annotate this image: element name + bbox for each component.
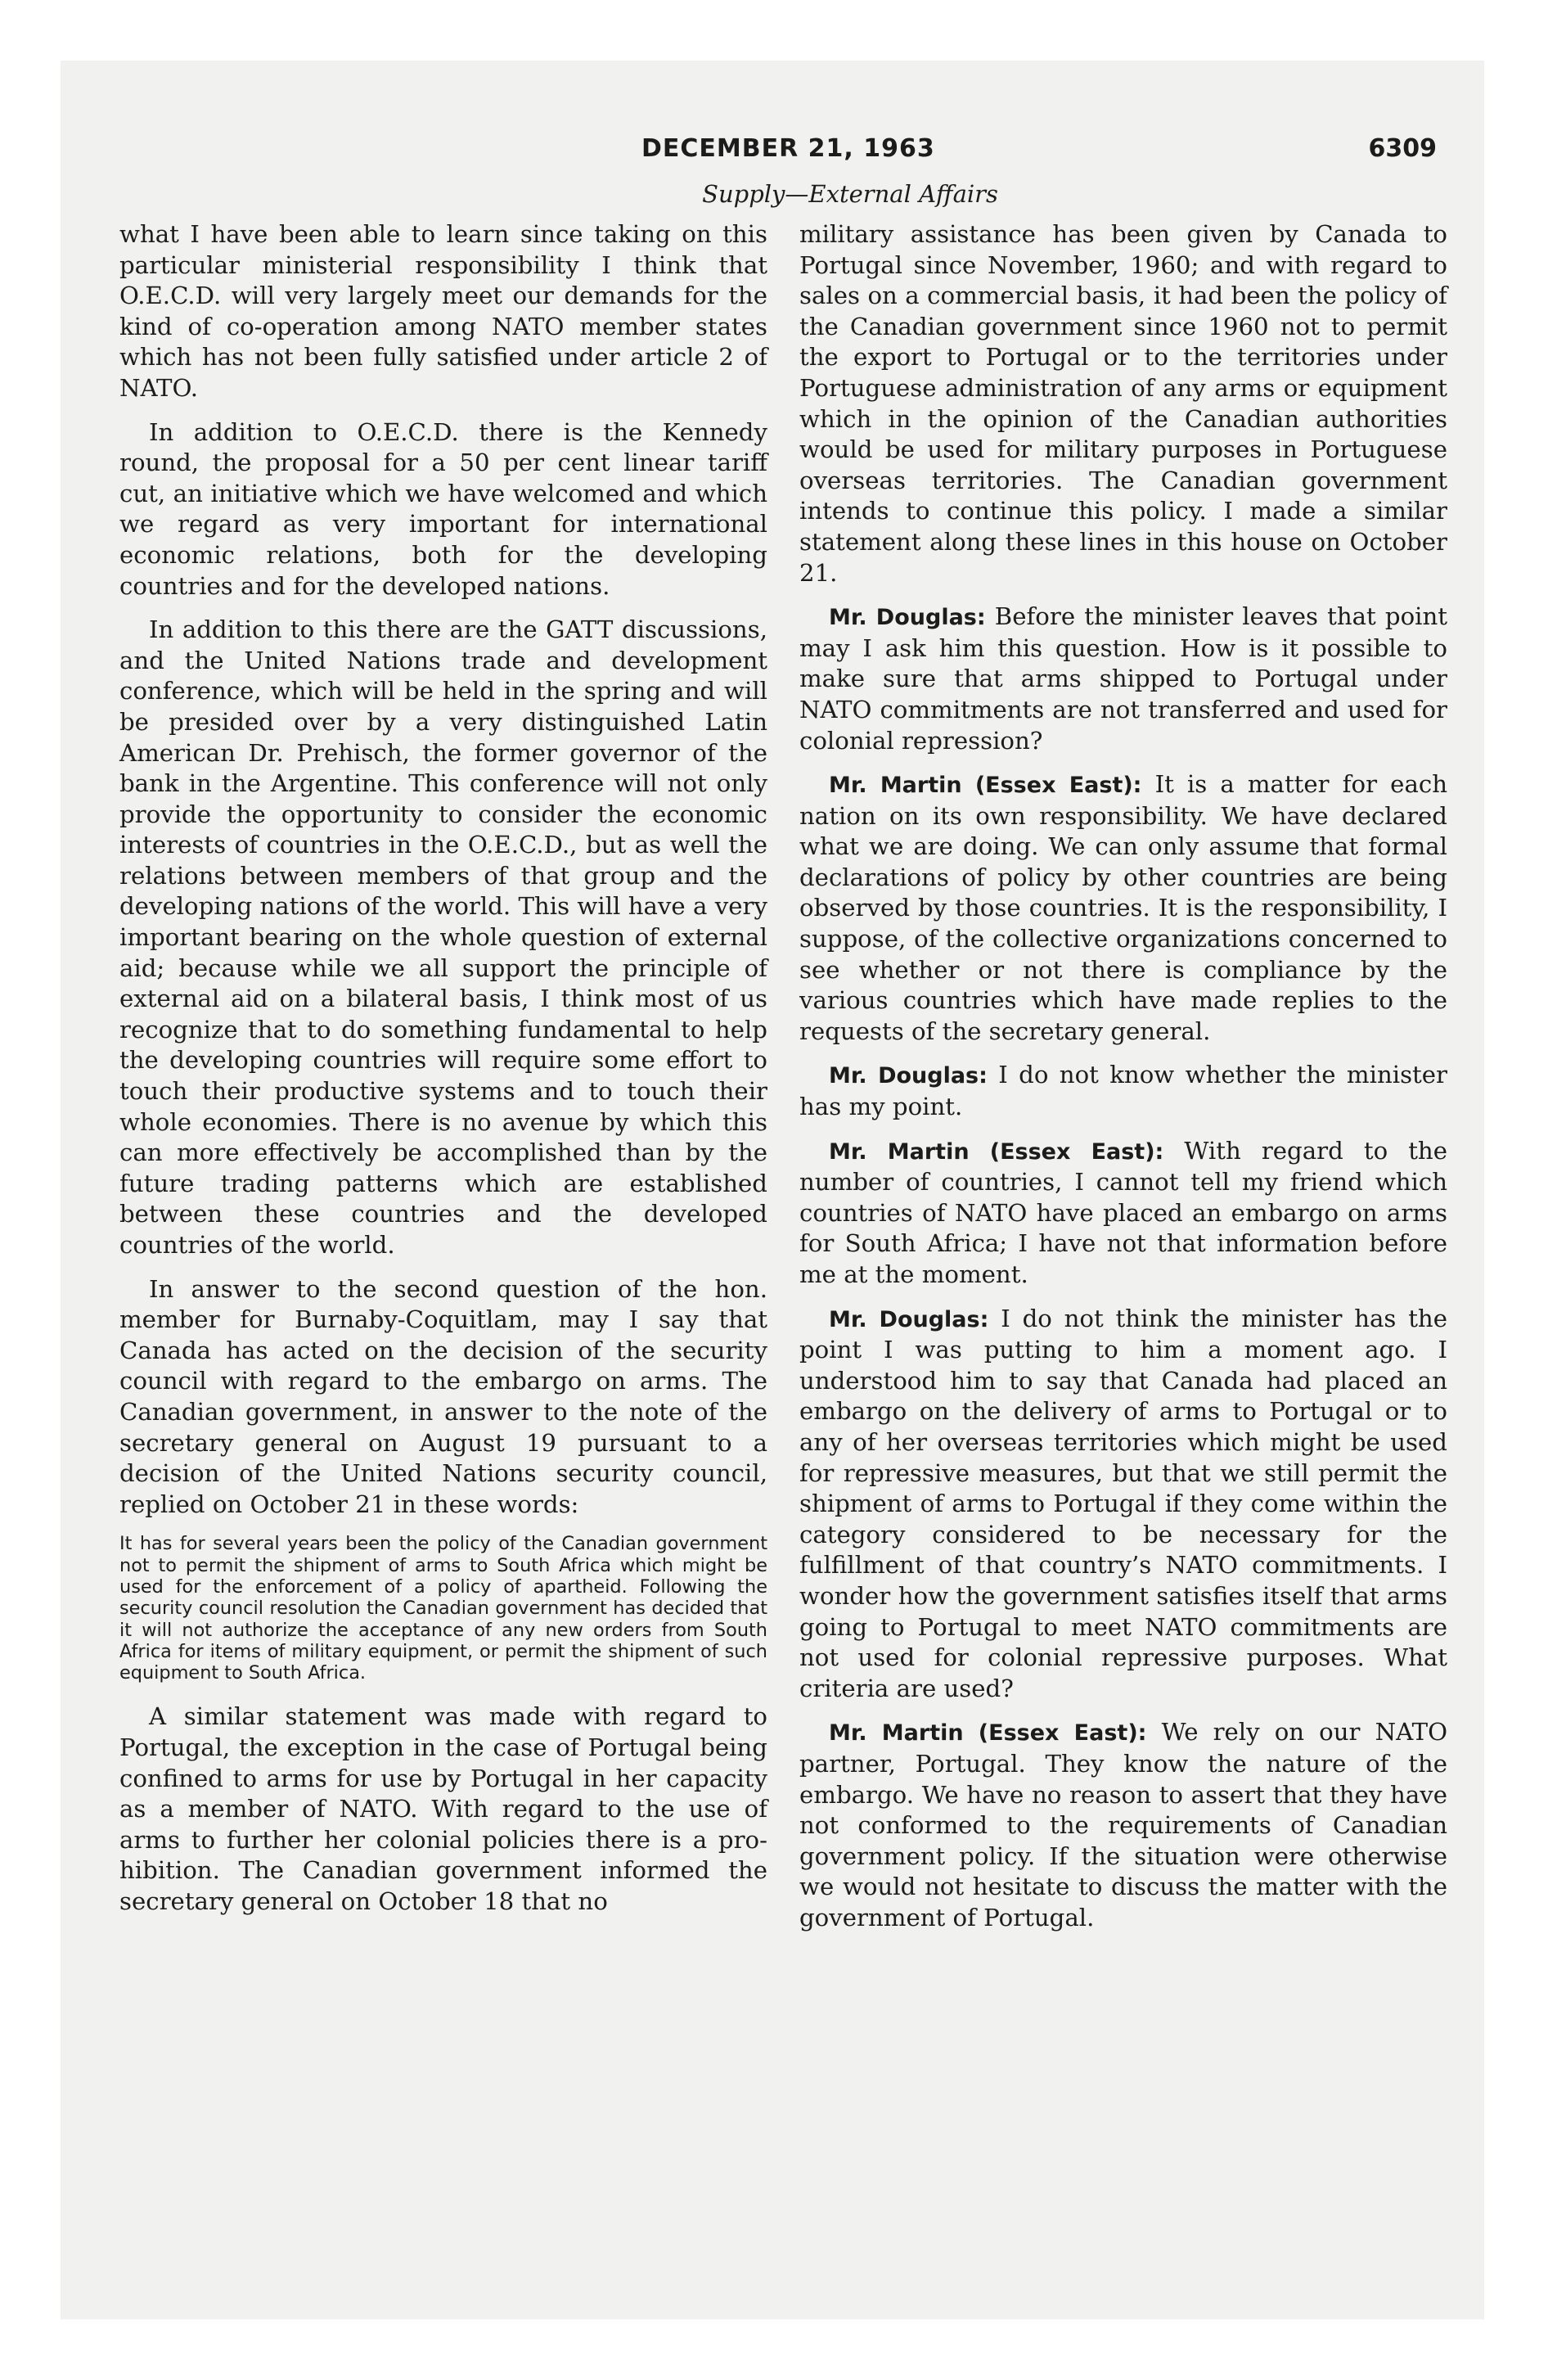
page-header	[61, 134, 1484, 172]
speaker-name: Mr. Martin (Essex East):	[829, 1720, 1147, 1747]
paragraph: A similar statement was made with regard to Portugal, the exception in the case of Portugal being confined to arms for use by Portugal in her capacity as a member of NATO. With regard to the use of arms to further her colonial policies there is a prohibition. The Canadian government informed the secretary general on October 18 that no	[119, 1702, 767, 1915]
speech-text: It is a matter for each nation on its own responsibility. We have declared what we are doing. We can only assume that formal declarations of policy by other countries are being observed by those countries. It is the responsibility, I suppose, of the collective organizations concerned to see whether or not there is compliance by the various countries which have made replies to the requests of the secretary general.	[799, 770, 1447, 1045]
speech	[799, 1060, 1447, 1122]
paragraph-continued: what I have been able to learn since taking on this particular ministerial responsibility I think that O.E.C.D. will very largely meet our demands for the kind of co-operation among NATO member states which has not been fully satisfied under article 2 of NATO.	[119, 220, 767, 402]
speaker-name: Mr. Douglas:	[829, 605, 986, 631]
speech-text: We rely on our NATO partner, Portugal. They know the nature of the embargo. We have no reason to assert that they have not conformed to the requirements of Canadian government policy. If the situation were otherwise we would not hesitate to discuss the matter with the government of Portugal.	[799, 1718, 1448, 1931]
paragraph: In addition to O.E.C.D. there is the Kennedy round, the proposal for a 50 per cent linear tariff cut, an initiative which we have welcomed and which we regard as very important for international economic relations, both for the developing countries and for the developed nations.	[119, 417, 767, 600]
speech	[799, 1717, 1447, 1933]
speaker-name: Mr. Douglas:	[829, 1306, 989, 1332]
speaker-name: Mr. Martin (Essex East):	[829, 1138, 1164, 1165]
paragraph-continued: military assistance has been given by Canada to Portugal since November, 1960; and with regard to sales on a commercial basis, it had been the policy of the Canadian government since 1960 not to permit the export to Portugal or to the territories under Portuguese administration of any arms or equipment which in the opinion of the Canadian authorities would be used for military purposes in Portuguese overseas territories. The Canadian government intends to continue this policy. I made a similar statement along these lines in this house on October 21.	[799, 220, 1447, 587]
speaker-name: Mr. Martin (Essex East):	[829, 773, 1142, 799]
speech-text: With regard to the number of countries, I cannot tell my friend which countries of NATO have placed an embargo on arms for South Africa; I have not that information before me at the moment.	[799, 1136, 1447, 1288]
speech-text: Before the minister leaves that point may I ask him this question. How is it possible to make sure that arms shipped to Portugal under NATO commitments are not transferred and used for colonial repression?	[799, 602, 1448, 755]
header-date: DECEMBER 21, 1963	[641, 134, 935, 163]
speech	[799, 769, 1447, 1047]
right-column	[799, 219, 1447, 1946]
speech-text: I do not know whether the minister has my point.	[799, 1061, 1448, 1121]
paragraph: In answer to the second question of the hon. member for Burnaby-Coquitlam, may I say that Canada has acted on the decision of the security council with regard to the embargo on arms. The Canadian government, in answer to the note of the secretary general on August 19 pursuant to a decision of the United Nations security council, replied on October 21 in these words:	[119, 1274, 767, 1518]
hansard-page	[61, 61, 1484, 2319]
left-column	[119, 219, 767, 1931]
paragraph: In addition to this there are the GATT discussions, and the United Nations trade and development conference, which will be held in the spring and will be presided over by a very distinguished Latin American Dr. Prehisch, the former governor of the bank in the Argentine. This conference will not only provide the opportunity to consider the economic interests of countries in the O.E.C.D., but as well the relations between members of that group and the developing nations of the world. This will have a very important bearing on the whole question of external aid; because while we all support the principle of external aid on a bilateral basis, I think most of us recognize that to do something fundamental to help the developing countries will require some effort to touch their productive systems and to touch their whole economies. There is no avenue by which this can more effectively be accomplished than by the future trading patterns which are established between these countries and the developed countries of the world.	[119, 615, 767, 1259]
speech	[799, 1136, 1447, 1291]
page-number: 6309	[1368, 134, 1437, 163]
speaker-name: Mr. Douglas:	[829, 1063, 988, 1089]
speech	[799, 602, 1447, 756]
speech-text: I do not think the minister has the point I was putting to him a moment ago. I understood him to say that Canada had placed an embargo on the delivery of arms to Portugal or to any of her overseas territories which might be used for repressive measures, but that we still permit the shipment of arms to Portugal if they come within the category considered to be necessary for the fulfillment of that country’s NATO commitments. I wonder how the government satisfies itself that arms going to Portugal to meet NATO commitments are not used for colonial repressive purposes. What criteria are used?	[799, 1304, 1448, 1702]
speech	[799, 1304, 1447, 1705]
quoted-reply: It has for several years been the policy of the Canadian government not to permit the shipment of arms to South Africa which might be used for the enforcement of a policy of apartheid. Following the security council resolution the Canadian government has decided that it will not authorize the acceptance of any new orders from South Africa for items of military equipment, or permit the shipment of such equipment to South Africa.	[119, 1533, 767, 1684]
section-subtitle: Supply—External Affairs	[702, 180, 998, 208]
